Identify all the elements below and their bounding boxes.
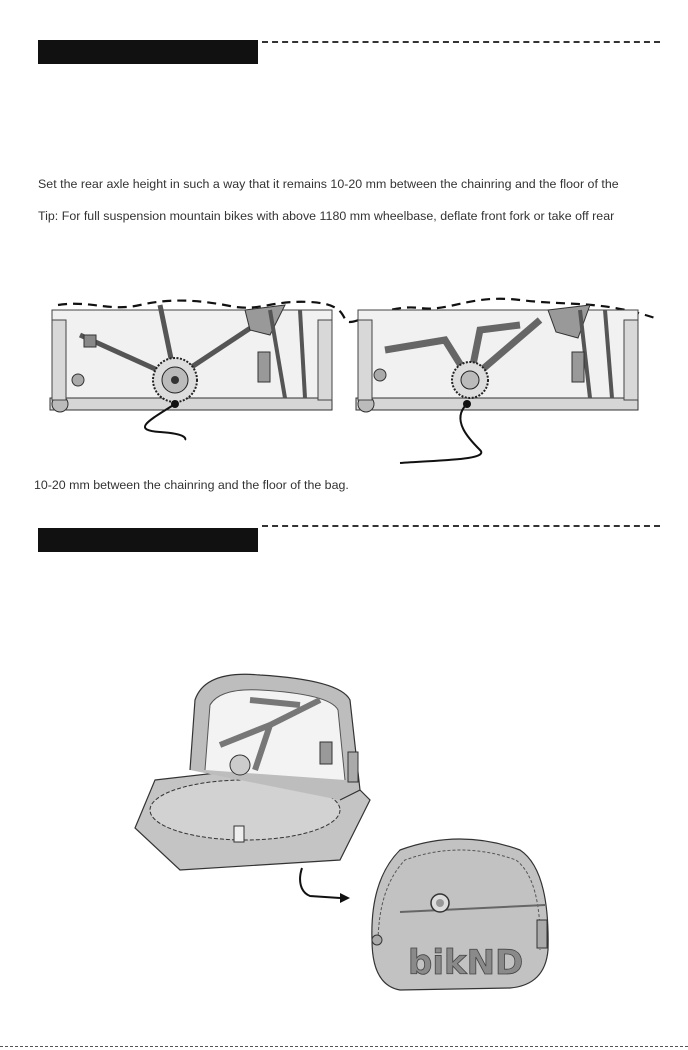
chainring-clearance-caption: 10-20 mm between the chainring and the floor of the bag. [34, 478, 349, 492]
bag-brand-logo: bikND [408, 943, 524, 983]
page-bottom-rule [0, 1046, 688, 1047]
tip-instruction: Tip: For full suspension mountain bikes with above 1180 mm wheelbase, deflate front fork or take off rear [38, 209, 615, 223]
axle-height-instruction: Set the rear axle height in such a way that it remains 10-20 mm between the chainring and the floor of the [38, 177, 619, 191]
